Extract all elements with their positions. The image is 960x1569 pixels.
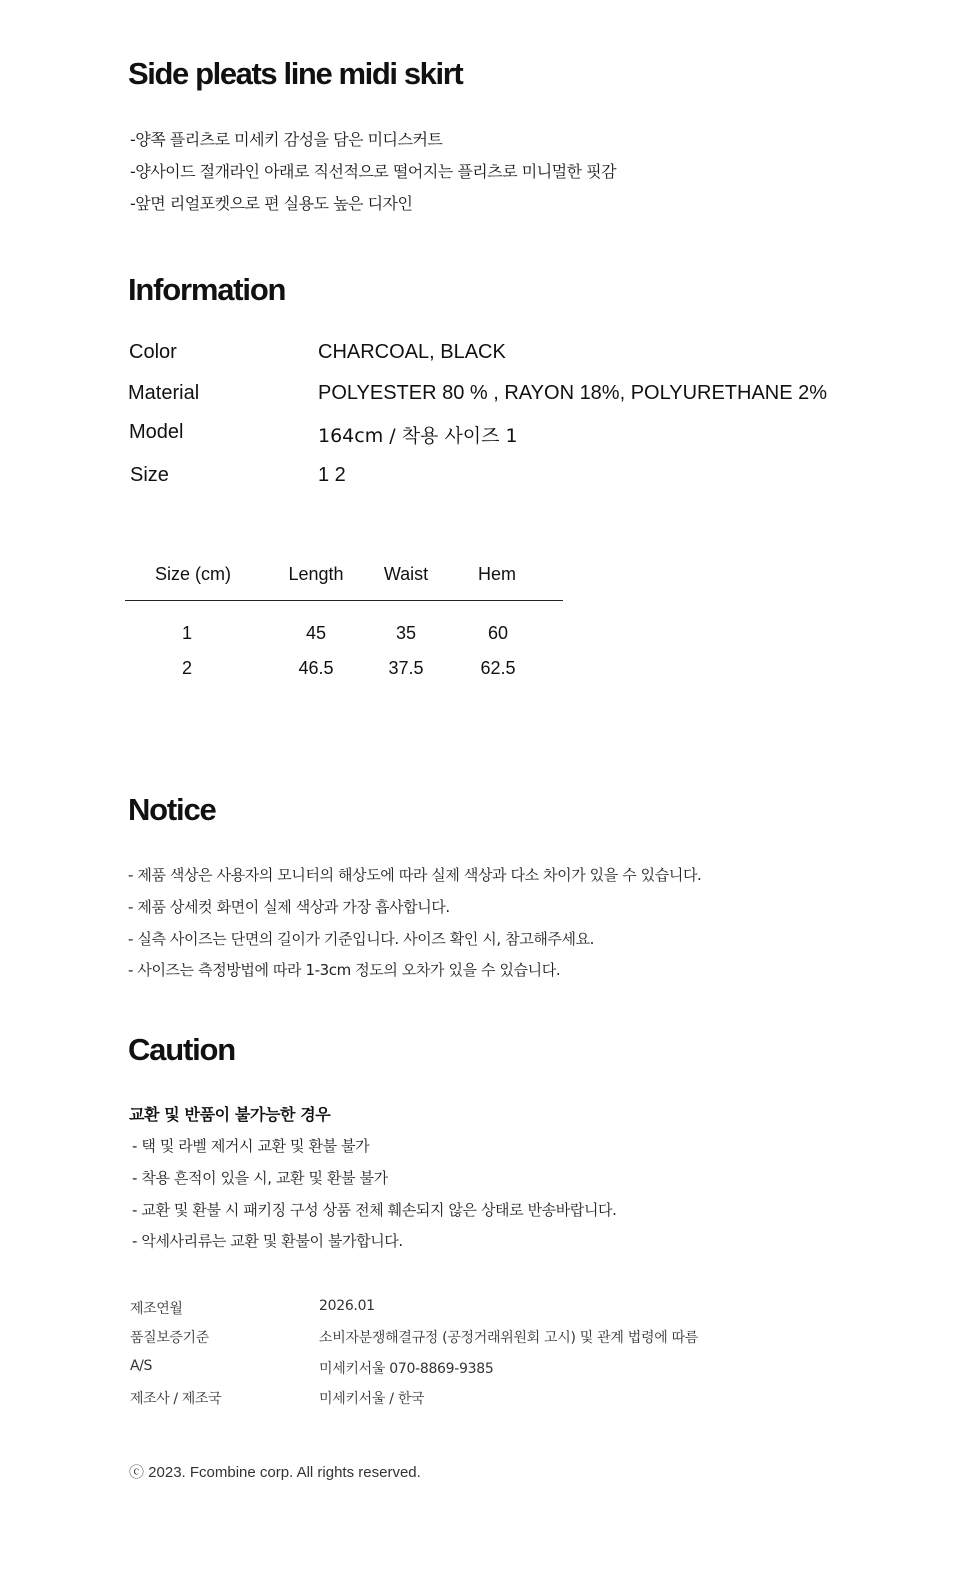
size-table-header: Size (cm): [155, 564, 231, 584]
size-table-header: Length: [288, 564, 344, 584]
size-table-header: Waist: [383, 564, 429, 584]
info-label-color: Color: [129, 341, 177, 363]
caution-subheading: 교환 및 반품이 불가능한 경우: [129, 1105, 331, 1124]
info-value-model: 164cm / 착용 사이즈 1: [318, 425, 518, 447]
info-label-material: Material: [128, 382, 200, 404]
information-heading: Information: [128, 272, 286, 307]
meta-label-manufacture-date: 제조연월: [130, 1301, 183, 1317]
info-label-model: Model: [129, 421, 184, 443]
meta-label-quality-standard: 품질보증기준: [130, 1330, 209, 1346]
size-table-cell: 46.5: [298, 658, 334, 678]
copyright: ⓒ 2023. Fcombine corp. All rights reserved.: [129, 1464, 421, 1481]
caution-line: - 착용 흔적이 있을 시, 교환 및 환불 불가: [132, 1169, 388, 1187]
size-table-cell: 37.5: [388, 658, 424, 678]
info-label-size: Size: [130, 464, 169, 486]
notice-line: - 사이즈는 측정방법에 따라 1-3cm 정도의 오차가 있을 수 있습니다.: [128, 961, 561, 979]
meta-value-as: 미세키서울 070-8869-9385: [319, 1361, 494, 1377]
info-value-color: CHARCOAL, BLACK: [318, 341, 506, 363]
size-table-header: Hem: [477, 564, 517, 584]
size-table-cell: 1: [181, 623, 193, 643]
info-value-material: POLYESTER 80 % , RAYON 18%, POLYURETHANE 2%: [318, 382, 828, 404]
notice-heading: Notice: [128, 792, 216, 827]
notice-line: - 제품 색상은 사용자의 모니터의 해상도에 따라 실제 색상과 다소 차이가 있을 수 있습니다.: [128, 866, 702, 884]
meta-value-manufacture-date: 2026.01: [319, 1298, 375, 1314]
product-title: Side pleats line midi skirt: [128, 56, 463, 91]
meta-label-manufacturer: 제조사 / 제조국: [130, 1391, 222, 1407]
caution-line: - 택 및 라벨 제거시 교환 및 환불 불가: [132, 1137, 370, 1155]
size-table-cell: 45: [305, 623, 327, 643]
size-table-cell: 62.5: [480, 658, 516, 678]
notice-line: - 실측 사이즈는 단면의 길이가 기준입니다. 사이즈 확인 시, 참고해주세요.: [128, 930, 595, 948]
meta-value-quality-standard: 소비자분쟁해결규정 (공정거래위원회 고시) 및 관계 법령에 따름: [319, 1330, 699, 1346]
size-table-cell: 35: [395, 623, 417, 643]
meta-value-manufacturer: 미세키서울 / 한국: [319, 1391, 425, 1407]
info-value-size: 1 2: [318, 464, 346, 486]
description-line: -앞면 리얼포켓으로 편 실용도 높은 디자인: [130, 194, 413, 213]
notice-line: - 제품 상세컷 화면이 실제 색상과 가장 흡사합니다.: [128, 898, 450, 916]
size-table-cell: 60: [487, 623, 509, 643]
size-table: [125, 558, 563, 698]
size-table-divider: [125, 600, 563, 601]
description-line: -양사이드 절개라인 아래로 직선적으로 떨어지는 플리츠로 미니멀한 핏감: [130, 162, 617, 181]
size-table-cell: 2: [181, 658, 193, 678]
caution-line: - 교환 및 환불 시 패키징 구성 상품 전체 훼손되지 않은 상태로 반송바랍니다.: [132, 1201, 617, 1219]
caution-heading: Caution: [128, 1032, 235, 1067]
caution-line: - 악세사리류는 교환 및 환불이 불가합니다.: [132, 1232, 403, 1250]
description-line: -양쪽 플리츠로 미세키 감성을 담은 미디스커트: [130, 130, 443, 149]
meta-label-as: A/S: [130, 1358, 152, 1374]
